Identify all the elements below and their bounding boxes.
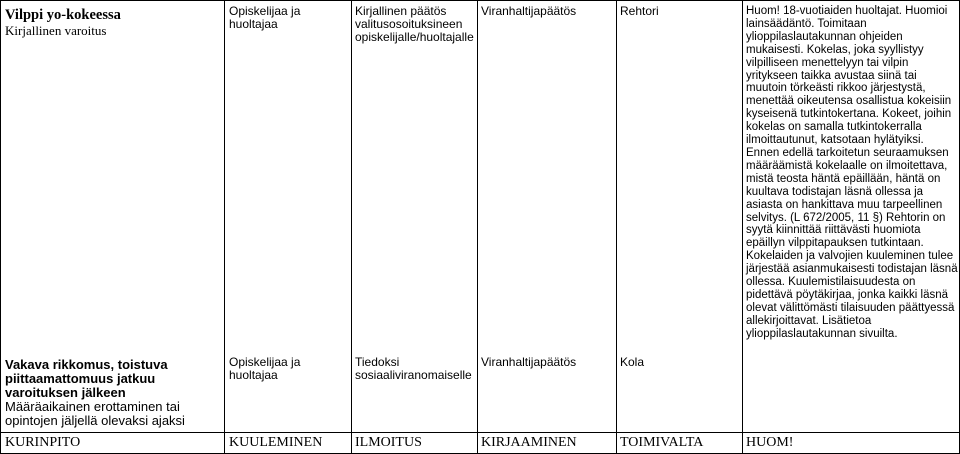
row2-authority: Kola [620, 355, 645, 369]
footer-kuuleminen: KUULEMINEN [229, 435, 323, 450]
row1-authority: Rehtori [620, 4, 659, 18]
huom-note: Huom! 18-vuotiaiden huoltajat. Huomioi lainsäädäntö. Toimitaan ylioppilaslautakunnan ohjeiden mukaisesti. Kokelas, joka syyllistyy vilpilliseen menettelyyn tai vilpin yritykseen taikka avustaa siinä tai muutoin törkeästi rikkoo järjestystä, menettää oikeutensa osallistua kokeisiin kyseisenä tutkintokertana. Kokeet, joihin kokelas on samalla tutkintokerralla ilmoittautunut, katsotaan hylätyiksi. Ennen edellä tarkoitetun seuraamuksen määräämistä kokelaalle on ilmoitettava, mistä teosta häntä epäillään, häntä on kuultava todistajan läsnä ollessa ja asiasta on hankittava muu tarpeellinen selvitys. (L 672/2005, 11 §) Rehtorin on syytä kiinnittää riittävästi huomiota epäillyn vilppitapauksen tutkintaan. Kokelaiden ja valvojien kuuleminen tulee järjestää asianmukaisesti todistajan läsnä ollessa. Kuulemistilaisuudesta on pidettävä pöytäkirjaa, jonka kaikki läsnä olevat välittömästi tilaisuuden päättyessä allekirjoittavat. Lisätietoa ylioppilaslautakunnan sivuilta. [746, 5, 958, 340]
row2-title: Vakava rikkomus, toistuva piittaamattomuus jatkuu varoituksen jälkeen [5, 357, 168, 400]
row2-notice: Tiedoksi sosiaaliviranomaiselle [355, 355, 472, 382]
row1-subtitle: Kirjallinen varoitus [5, 23, 107, 38]
footer-kirjaaminen: KIRJAAMINEN [481, 435, 577, 450]
column-divider [351, 1, 352, 454]
row1-heading-cell [5, 7, 220, 38]
row1-hearing: Opiskelijaa ja huoltajaa [229, 4, 301, 31]
row2-hearing: Opiskelijaa ja huoltajaa [229, 355, 301, 382]
row1-recording: Viranhaltijapäätös [481, 4, 577, 18]
footer-huom: HUOM! [746, 435, 794, 450]
row1-notice: Kirjallinen päätös valitusosoituksineen opiskelijalle/huoltajalle [355, 4, 474, 44]
row-divider [1, 432, 960, 433]
row2-recording: Viranhaltijapäätös [481, 355, 577, 369]
footer-kurinpito: KURINPITO [5, 435, 81, 450]
column-divider [477, 1, 478, 454]
row2-subtitle: Määräaikainen erottaminen tai opintojen jäljellä olevaksi ajaksi [5, 399, 185, 428]
row2-heading-cell [5, 358, 220, 428]
column-divider [224, 1, 225, 454]
footer-toimivalta: TOIMIVALTA [620, 435, 704, 450]
column-divider [742, 1, 743, 454]
row1-title: Vilppi yo-kokeessa [5, 7, 121, 23]
footer-ilmoitus: ILMOITUS [355, 435, 422, 450]
column-divider [616, 1, 617, 454]
